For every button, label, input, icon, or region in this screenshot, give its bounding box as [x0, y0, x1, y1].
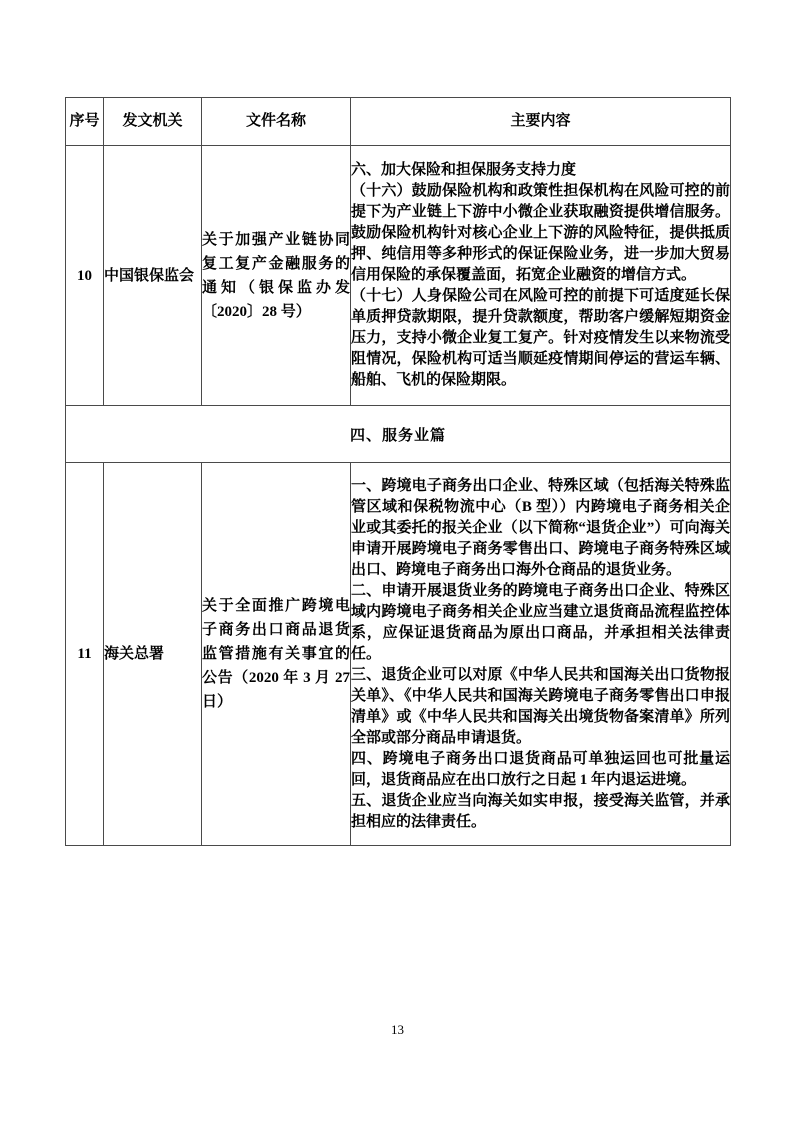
- table-row: [66, 146, 731, 406]
- table-header-row: [66, 98, 731, 146]
- header-no: 序号: [66, 98, 104, 146]
- header-doc-name: 文件名称: [202, 98, 351, 146]
- content-paragraph: 六、加大保险和担保服务支持力度: [351, 162, 577, 178]
- content-paragraph: （十七）人身保险公司在风险可控的前提下可适度延长保单质押贷款期限，提升贷款额度，帮助客户缓解短期资金压力，支持小微企业复工复产。针对疫情发生以来物流受阻情况，保险机构可适当顺延疫情期间停运的营运车辆、船舶、飞机的保险期限。: [351, 288, 730, 388]
- row-10-no: 10: [66, 146, 104, 406]
- row-11-doc-name: 关于全面推广跨境电子商务出口商品退货监管措施有关事宜的公告（2020 年 3 月 27 日）: [202, 463, 351, 846]
- section-header: 四、服务业篇: [66, 406, 731, 463]
- policy-table: [65, 97, 731, 846]
- header-content: 主要内容: [351, 98, 731, 146]
- content-paragraph: 一、跨境电子商务出口企业、特殊区域（包括海关特殊监管区域和保税物流中心（B 型））内跨境电子商务相关企业或其委托的报关企业（以下简称“退货企业”）可向海关申请开展跨境电子商务零售出口、跨境电子商务特殊区域出口、跨境电子商务出口海外仓商品的退货业务。: [351, 477, 730, 578]
- content-paragraph: 四、跨境电子商务出口退货商品可单独运回也可批量运回，退货商品应在出口放行之日起 1 年内退运进境。: [351, 750, 730, 788]
- page-number: 13: [391, 1022, 404, 1037]
- content-paragraph: （十六）鼓励保险机构和政策性担保机构在风险可控的前提下为产业链上下游中小微企业获取融资提供增信服务。鼓励保险机构针对核心企业上下游的风险特征，提供抵质押、纯信用等多种形式的保证保险业务，进一步加大贸易信用保险的承保覆盖面，拓宽企业融资的增信方式。: [351, 183, 730, 283]
- content-paragraph: 五、退货企业应当向海关如实申报，接受海关监管，并承担相应的法律责任。: [351, 792, 730, 830]
- header-agency: 发文机关: [104, 98, 202, 146]
- row-11-content: [351, 463, 731, 846]
- content-paragraph: 二、申请开展退货业务的跨境电子商务出口企业、特殊区域内跨境电子商务相关企业应当建立退货商品流程监控体系，应保证退货商品为原出口商品，并承担相关法律责任。: [351, 582, 730, 662]
- row-10-agency: 中国银保监会: [104, 146, 202, 406]
- row-10-doc-name: 关于加强产业链协同复工复产金融服务的通知（银保监办发〔2020〕28 号）: [202, 146, 351, 406]
- content-paragraph: 三、退货企业可以对原《中华人民共和国海关出口货物报关单》、《中华人民共和国海关跨境电子商务零售出口申报清单》或《中华人民共和国海关出境货物备案清单》所列全部或部分商品申请退货。: [351, 666, 730, 746]
- row-10-content: [351, 146, 731, 406]
- section-header-row: [66, 406, 731, 463]
- table-row: [66, 463, 731, 846]
- row-11-agency: 海关总署: [104, 463, 202, 846]
- row-11-no: 11: [66, 463, 104, 846]
